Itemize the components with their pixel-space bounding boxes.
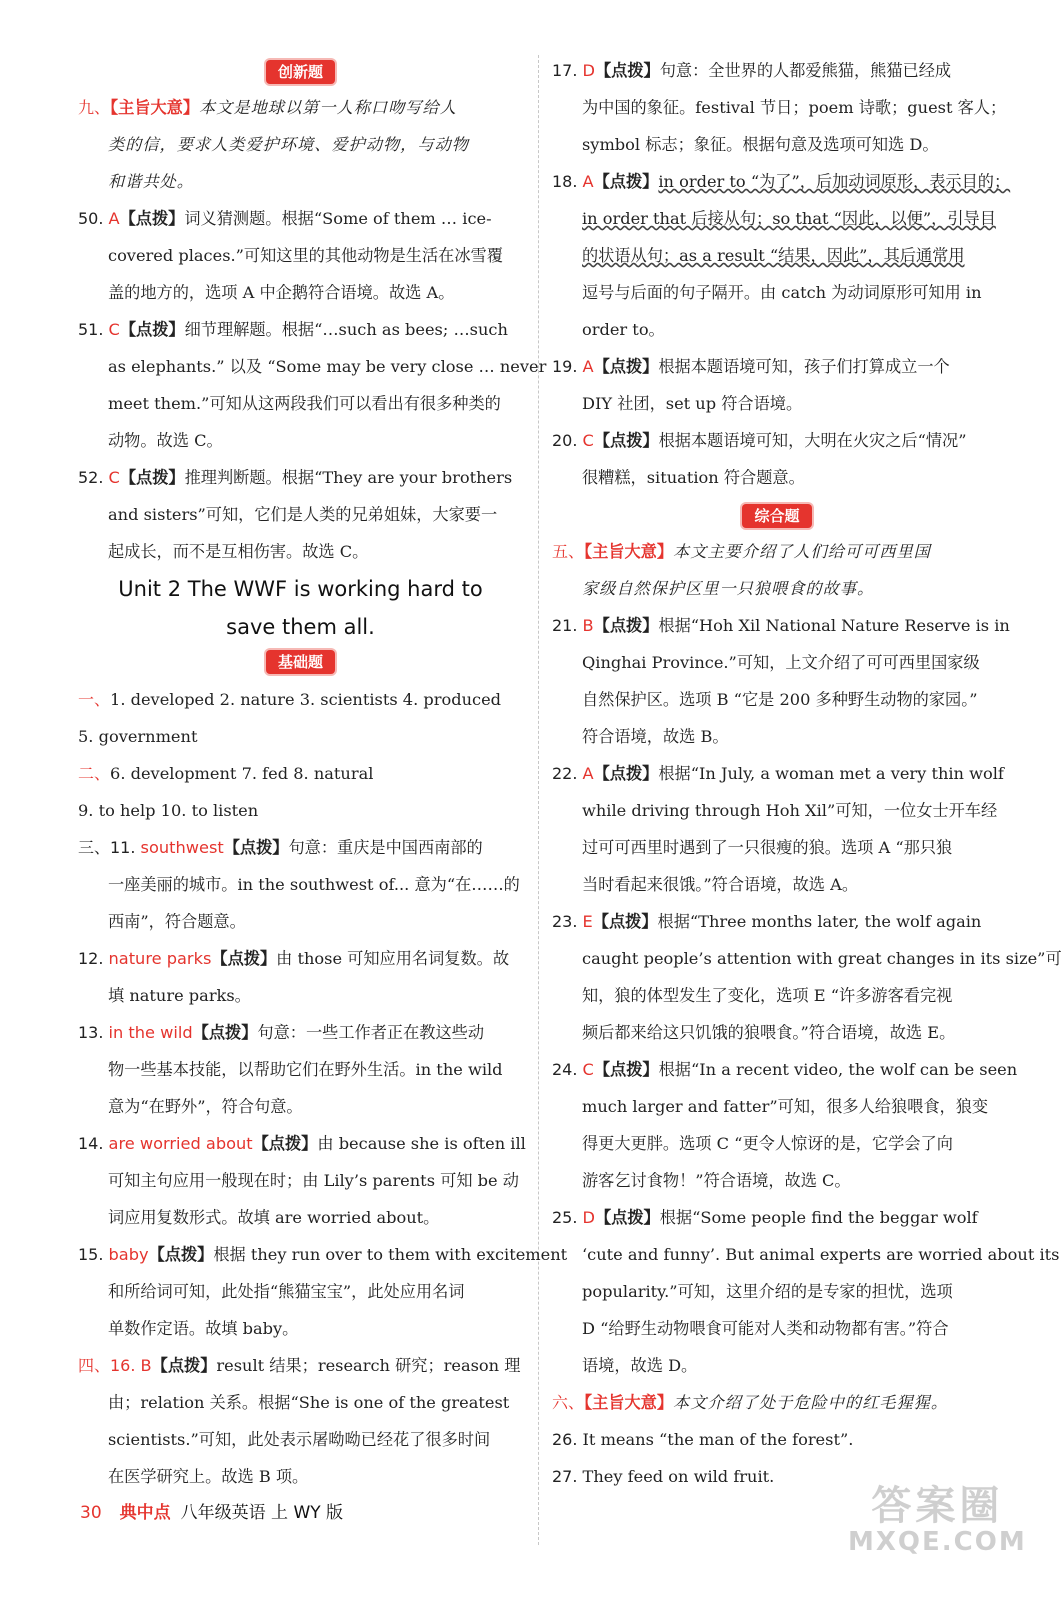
answer-text: 根据“Three months later, the wolf again (657, 912, 982, 931)
innovation-badge: 创新题 (266, 60, 335, 84)
question-number: 18. (552, 172, 583, 191)
question-11 (78, 829, 523, 940)
answer-text: meet them.”可知从这两段我们可以看出有很多种类的 (108, 394, 501, 413)
question-50 (78, 200, 523, 311)
answer-text: 家级自然保护区里一只狼喂食的故事。 (582, 579, 875, 598)
unit-title-cont: save them all. (226, 615, 375, 639)
page-number: 30 (80, 1503, 102, 1523)
answer-text: 1. developed 2. nature 3. scientists 4. produced (110, 690, 502, 709)
main-idea-tag: 【主旨大意】 (584, 1393, 674, 1412)
page-footer (80, 1498, 343, 1528)
answer-text: 得更大更胖。选项 C “更令人惊讶的是，它学会了向 (582, 1134, 953, 1153)
question-51 (78, 311, 547, 459)
hint-tag: 【点拨】 (119, 468, 185, 487)
section-badge-wrap (78, 52, 523, 89)
question-number: 12. (78, 949, 109, 968)
answer-text: It means “the man of the forest”. (582, 1430, 854, 1449)
column-divider (538, 55, 539, 1545)
answer-text: 一座美丽的城市。in the southwest of... 意为“在……的 (108, 875, 520, 894)
answer-text: much larger and fatter”可知，很多人给狼喂食，狼变 (582, 1097, 989, 1116)
answer-text: 符合语境，故选 B。 (582, 727, 729, 746)
question-number: 17. (552, 61, 583, 80)
hint-tag: 【点拨】 (192, 1023, 258, 1042)
question-13 (78, 1014, 523, 1125)
answer-text: 本文主要介绍了人们给可可西里国 (673, 542, 931, 561)
answer-text: 的状语从句；as a result “结果，因此”，其后通常用 (582, 246, 965, 265)
answer-word: baby (108, 1245, 149, 1264)
hint-tag: 【点拨】 (151, 1356, 217, 1375)
answer-letter: C (108, 320, 120, 339)
answer-letter: C (582, 431, 594, 450)
answer-text: 在医学研究上。故选 B 项。 (108, 1467, 309, 1486)
answer-letter: C (108, 468, 120, 487)
answer-text: ‘cute and funny’. But animal experts are worried about its (582, 1245, 1060, 1264)
answer-text: 6. development 7. fed 8. natural (110, 764, 374, 783)
hint-tag: 【点拨】 (148, 1245, 214, 1264)
answer-text: 根据本题语境可知，孩子们打算成立一个 (658, 357, 950, 376)
answer-text: as elephants.” 以及 “Some may be very close … never (108, 357, 547, 376)
hint-tag: 【点拨】 (593, 764, 659, 783)
section-badge-wrap (78, 646, 523, 681)
answer-text: 根据“In July, a woman met a very thin wolf (658, 764, 1004, 783)
hint-tag: 【点拨】 (252, 1134, 318, 1153)
answer-text: 频后都来给这只饥饿的狼喂食。”符合语境，故选 E。 (582, 1023, 956, 1042)
answer-text: 很糟糕，situation 符合题意。 (582, 468, 805, 487)
answer-text: 可知主句应用一般现在时；由 Lily’s parents 可知 be 动 (108, 1171, 519, 1190)
watermark-text: 答案圈 (871, 1483, 1004, 1529)
answer-text: 语境，故选 D。 (582, 1356, 698, 1375)
question-number: 21. (552, 616, 583, 635)
question-16 (78, 1347, 523, 1495)
question-number: 14. (78, 1134, 109, 1153)
answer-text: 句意：重庆是中国西南部的 (288, 838, 483, 857)
section-6 (552, 1384, 1002, 1421)
answer-text: while driving through Hoh Xil”可知，一位女士开车经 (582, 801, 998, 820)
basic-badge: 基础题 (266, 650, 335, 674)
answer-letter: A (582, 764, 594, 783)
answer-letter: A (108, 209, 120, 228)
answer-text: caught people’s attention with great changes in its size”可 (582, 949, 1062, 968)
answer-letter: A (582, 357, 594, 376)
right-column (552, 52, 1062, 1495)
question-19 (552, 348, 1002, 422)
brand-logo: 典中点 (119, 1503, 171, 1523)
answer-text: in order to “为了”，后加动词原形，表示目的； (658, 172, 1011, 191)
answer-text: 填 nature parks。 (108, 986, 251, 1005)
question-21 (552, 607, 1010, 755)
answer-text: Qinghai Province.”可知，上文介绍了可可西里国家级 (582, 653, 980, 672)
answer-text: 和所给词可知，此处指“熊猫宝宝”，此处应用名词 (108, 1282, 465, 1301)
question-26 (552, 1421, 1002, 1458)
hint-tag: 【点拨】 (223, 838, 289, 857)
answer-text: 逗号与后面的句子隔开。由 catch 为动词原形可知用 in (582, 283, 982, 302)
answer-text: 5. government (78, 727, 198, 746)
answer-text: in order that 后接从句；so that “因此，以便”，引导目 (582, 209, 996, 228)
answer-text: 和谐共处。 (108, 172, 194, 191)
answer-letter: D (582, 61, 595, 80)
question-number: 24. (552, 1060, 583, 1079)
answer-text: DIY 社团，set up 符合语境。 (582, 394, 803, 413)
hint-tag: 【点拨】 (593, 172, 659, 191)
comprehensive-badge: 综合题 (742, 504, 811, 528)
question-number: 27. (552, 1467, 583, 1486)
hint-tag: 【点拨】 (593, 1060, 659, 1079)
answer-text: 词应用复数形式。故填 are worried about。 (108, 1208, 440, 1227)
section-number: 六、 (552, 1393, 585, 1412)
hint-tag: 【点拨】 (593, 357, 659, 376)
answer-letter: A (582, 172, 594, 191)
answer-text: 根据本题语境可知，大明在火灾之后“情况” (658, 431, 967, 450)
answer-text: covered places.”可知这里的其他动物是生活在冰雪覆 (108, 246, 503, 265)
answer-text: symbol 标志；象征。根据句意及选项可知选 D。 (582, 135, 939, 154)
question-number: 23. (552, 912, 583, 931)
answer-text: 由；relation 关系。根据“She is one of the greatest (108, 1393, 510, 1412)
question-22 (552, 755, 1002, 903)
question-20 (552, 422, 1002, 496)
main-idea-tag: 【主旨大意】 (110, 98, 200, 117)
section-number: 九、 (78, 98, 111, 117)
answer-text: 由 those 可知应用名词复数。故 (276, 949, 510, 968)
question-17 (552, 52, 1007, 163)
answer-text: D “给野生动物喂食可能对人类和动物都有害。”符合 (582, 1319, 949, 1338)
answer-text: 根据 they run over to them with excitement (213, 1245, 568, 1264)
answer-text: 自然保护区。选项 B “它是 200 多种野生动物的家园。” (582, 690, 978, 709)
hint-tag: 【点拨】 (595, 61, 660, 80)
book-title: 八年级英语 上 WY 版 (180, 1503, 344, 1523)
section-badge-wrap (552, 496, 1002, 533)
answer-text: 盖的地方的，选项 A 中企鹅符合语境。故选 A。 (108, 283, 455, 302)
answer-letter: C (582, 1060, 594, 1079)
answer-text: order to。 (582, 320, 665, 339)
question-number: 25. (552, 1208, 583, 1227)
answer-text: They feed on wild fruit. (582, 1467, 775, 1486)
question-23 (552, 903, 1062, 1051)
section-5 (552, 533, 1002, 607)
unit-title: Unit 2 The WWF is working hard to (118, 577, 483, 601)
answer-text: 起成长，而不是互相伤害。故选 C。 (108, 542, 369, 561)
section-number: 二、 (78, 764, 111, 783)
question-number: 四、16. (78, 1356, 141, 1375)
watermark (848, 1484, 1027, 1556)
question-number: 19. (552, 357, 583, 376)
answer-text: 为中国的象征。festival 节日；poem 诗歌；guest 客人； (582, 98, 1007, 117)
question-number: 26. (552, 1430, 583, 1449)
answer-text: 9. to help 10. to listen (78, 801, 259, 820)
section-2 (78, 755, 523, 829)
answer-letter: D (582, 1208, 595, 1227)
hint-tag: 【点拨】 (593, 431, 659, 450)
section-number: 一、 (78, 690, 111, 709)
hint-tag: 【点拨】 (211, 949, 277, 968)
answer-text: 词义猜测题。根据“Some of them … ice- (184, 209, 492, 228)
answer-text: 由 because she is often ill (317, 1134, 526, 1153)
question-25 (552, 1199, 1060, 1384)
answer-text: popularity.”可知，这里介绍的是专家的担忧，选项 (582, 1282, 953, 1301)
answer-text: 根据“In a recent video, the wolf can be seen (658, 1060, 1018, 1079)
answer-word: are worried about (108, 1134, 253, 1153)
watermark-url: MXQE.COM (848, 1527, 1027, 1557)
hint-tag: 【点拨】 (119, 209, 185, 228)
hint-tag: 【点拨】 (119, 320, 185, 339)
answer-text: 过可可西里时遇到了一只很瘦的狼。选项 A “那只狼 (582, 838, 953, 857)
answer-word: nature parks (108, 949, 212, 968)
question-number: 52. (78, 468, 109, 487)
answer-text: 当时看起来很饿。”符合语境，故选 A。 (582, 875, 859, 894)
main-idea-tag: 【主旨大意】 (584, 542, 674, 561)
answer-text: 物一些基本技能，以帮助它们在野外生活。in the wild (108, 1060, 503, 1079)
answer-text: 句意：一些工作者正在教这些动 (257, 1023, 485, 1042)
answer-word: southwest (140, 838, 224, 857)
answer-text: scientists.”可知，此处表示屠呦呦已经花了很多时间 (108, 1430, 491, 1449)
answer-text: 类的信，要求人类爱护环境、爱护动物，与动物 (108, 135, 469, 154)
answer-text: 意为“在野外”，符合句意。 (108, 1097, 303, 1116)
answer-letter: E (582, 912, 593, 931)
question-15 (78, 1236, 568, 1347)
hint-tag: 【点拨】 (595, 1208, 660, 1227)
answer-text: 本文是地球以第一人称口吻写给人 (199, 98, 457, 117)
question-number: 三、11. (78, 838, 141, 857)
answer-text: 动物。故选 C。 (108, 431, 223, 450)
question-number: 22. (552, 764, 583, 783)
question-number: 51. (78, 320, 109, 339)
answer-letter: B (140, 1356, 152, 1375)
section-1 (78, 681, 523, 755)
answer-text: result 结果；research 研究；reason 理 (216, 1356, 521, 1375)
question-18 (552, 163, 1011, 348)
answer-text: 知，狼的体型发生了变化，选项 E “许多游客看完视 (582, 986, 953, 1005)
answer-letter: B (582, 616, 594, 635)
hint-tag: 【点拨】 (593, 616, 659, 635)
section-number: 五、 (552, 542, 585, 561)
answer-text: 单数作定语。故填 baby。 (108, 1319, 299, 1338)
answer-text: 本文介绍了处于危险中的红毛猩猩。 (673, 1393, 949, 1412)
answer-text: 句意：全世界的人都爱熊猫，熊猫已经成 (659, 61, 952, 80)
question-12 (78, 940, 523, 1014)
hint-tag: 【点拨】 (592, 912, 658, 931)
question-14 (78, 1125, 526, 1236)
question-52 (78, 459, 523, 570)
question-number: 50. (78, 209, 109, 228)
answer-text: 根据“Some people find the beggar wolf (659, 1208, 978, 1227)
answer-word: in the wild (108, 1023, 193, 1042)
question-number: 15. (78, 1245, 109, 1264)
question-number: 13. (78, 1023, 109, 1042)
answer-text: and sisters”可知，它们是人类的兄弟姐妹，大家要一 (108, 505, 498, 524)
question-24 (552, 1051, 1018, 1199)
answer-text: 西南”，符合题意。 (108, 912, 246, 931)
answer-text: 根据“Hoh Xil National Nature Reserve is in (658, 616, 1010, 635)
question-9 (78, 89, 523, 200)
question-number: 20. (552, 431, 583, 450)
answer-text: 推理判断题。根据“They are your brothers (184, 468, 513, 487)
answer-text: 游客乞讨食物！”符合语境，故选 C。 (582, 1171, 851, 1190)
answer-text: 细节理解题。根据“…such as bees; …such (184, 320, 508, 339)
